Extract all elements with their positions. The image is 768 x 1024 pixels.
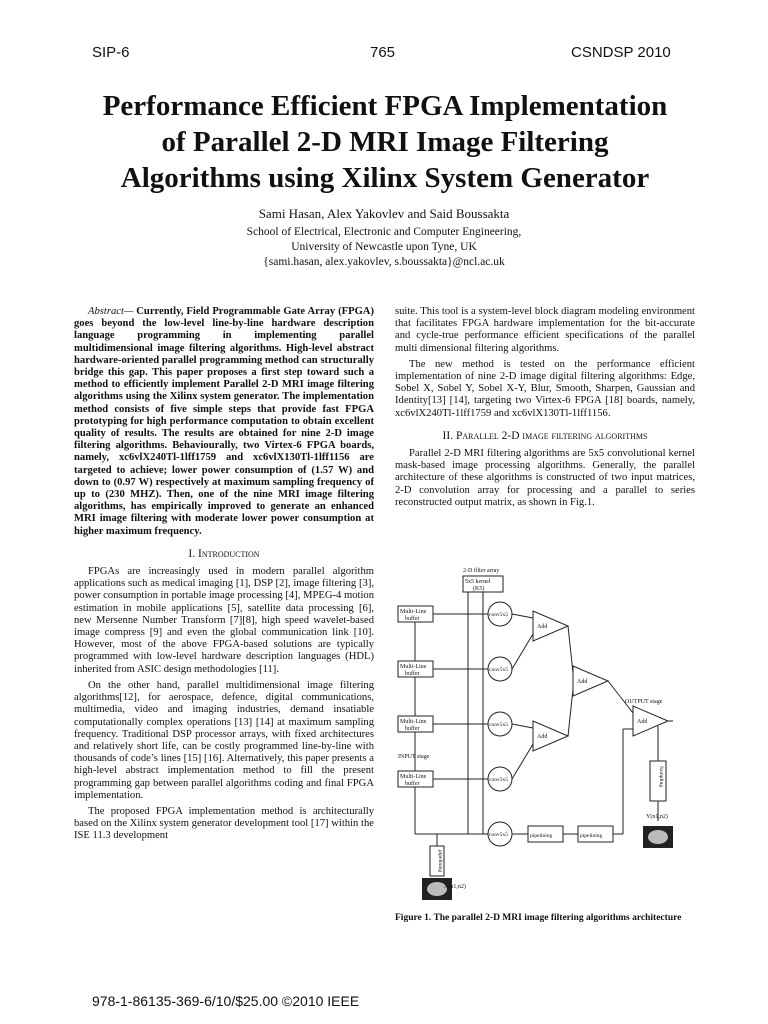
body-paragraph: The new method is tested on the performance efficient implementation of nine 2-D image digital filtering algorithms: Edge, Sobel X, Sobel Y, Sobel X-Y, Blur, Smooth, Sharpen, Gaussian and Identity[13] [14], targeting two Virtex-6 FPGA [18] boards, namely, xc6vlX240Tl-1lff1759 and xc6vlX130Tl-1lff1156. (395, 358, 695, 419)
wire (568, 689, 573, 736)
add-label: Add (537, 624, 548, 630)
intro-paragraph: On the other hand, parallel multidimensional image filtering algorithms[12], for aerospace, defence, digital communications, multimedia, video and imaging industries, demand insatiable computationally complex operations [13] [14] at maximum sampling frequency. Traditional DSP processor arrays, with fixed architectures and relatively short life, can be costly programmed line-by-line with thousands of code’s lines [15] [16]. Alternatively, this paper presents a high-level abstract implementation method to fill the present programming gap between parallel algorithms coding and final FPGA implementation. (74, 679, 374, 801)
conv-label: conv5x5 (489, 722, 508, 728)
header-left: SIP-6 (92, 44, 130, 61)
wire (608, 681, 633, 713)
input-pipelining-label: pipelining (437, 850, 443, 873)
buffer-sub-label: buffer (405, 671, 420, 677)
input-stage-label: INPUT stage (398, 754, 430, 760)
conv-label: conv5x5 (489, 612, 508, 618)
wire (568, 626, 573, 673)
authors: Sami Hasan, Alex Yakovlev and Said Boussakta (258, 206, 510, 221)
buffer-label: Multi-Line (400, 719, 427, 725)
title-line: of Parallel 2-D MRI Image Filtering (161, 126, 609, 158)
buffer-sub-label: buffer (405, 781, 420, 787)
buffer-sub-label: buffer (405, 616, 420, 622)
filter-array-label: 2-D filter array (463, 568, 500, 574)
add-label: Add (577, 679, 588, 685)
body-paragraph: suite. This tool is a system-level block diagram modeling environment that facilitates FPGA hardware implementation for the bit-accurate and cycle-true performance efficient specifications of the parallel multi dimensional filtering algorithms. (395, 306, 695, 354)
right-column (395, 306, 695, 513)
buffer-sub-label: buffer (405, 726, 420, 732)
left-column (74, 306, 374, 847)
affiliation-line: School of Electrical, Electronic and Computer Engineering, (246, 226, 522, 238)
abstract (74, 306, 374, 538)
abstract-label: Abstract— (88, 306, 134, 317)
paper-title (60, 88, 710, 196)
header-right: CSNDSP 2010 (571, 44, 671, 61)
intro-paragraph: FPGAs are increasingly used in modern parallel algorithm applications such as medical imaging [1], DSP [2], image filtering [3], power consumption in portable image processing [4], MPEG-4 motion estimation in mobile applications [5], satellite data processing [6], new Mersenne Number Transform [7][8], high speed wavelet-based image compress [9] and even the global communication link [10]. However, most of the above FPGA-based solutions are typically programmed with low-level hardware description languages (HDL) inherited from ASIC design methodologies [11]. (74, 566, 374, 675)
figure-caption: Figure 1. The parallel 2-D MRI image filtering algorithms architecture (395, 913, 682, 923)
architecture-figure (388, 566, 698, 906)
x-input-label: X(n1,n2) (444, 884, 466, 890)
section-heading-parallel-filtering: II. Parallel 2-D image filtering algorithms (442, 429, 648, 442)
wire (512, 724, 533, 728)
title-line: Performance Efficient FPGA Implementation (102, 90, 668, 122)
kernel-sub-label: (K5) (473, 586, 485, 592)
title-line: Algorithms using Xilinx System Generator (120, 162, 650, 194)
section-heading-introduction: I. Introduction (188, 547, 260, 560)
wire (512, 744, 533, 779)
output-stage-label: OUTPUT stage (625, 699, 663, 705)
affiliation-line: University of Newcastle upon Tyne, UK (291, 241, 477, 253)
email-line: {sami.hasan, alex.yakovlev, s.boussakta}@ncl.ac.uk (263, 256, 505, 268)
abstract-text: Currently, Field Programmable Gate Array (FPGA) goes beyond the low-level line-by-line hardware description language programming in implementing parallel multidimensional image filtering algorithms. High-level abstract hardware-oriented parallel programming method can structurally bridge this gap. This paper proposes a first step toward such a method to efficiently implement Parallel 2-D MRI image filtering algorithms using the Xilinx system generator. The implementation method consists of five simple steps that provide fast FPGA prototyping for high performance computation to obtain excellent quality of results. The results are obtained for nine 2-D image filtering algorithms. Behaviourally, two Virtex-6 FPGA boards, namely, xc6vlX240Tl-1lff1759 and xc6vlX130Tl-1lff1156 are targeted to achieve; lower power consumption of (1.57 W) and down to (0.97 W) respectively at maximum sampling frequency of up to (230 MHZ). Then, one of the nine MRI image filtering algorithms, has empirically improved to generate an enhanced MRI image filtering with moderate lower power consumption at higher maximum frequency. (74, 306, 374, 537)
buffer-label: Multi-Line (400, 609, 427, 615)
conv-label: conv5x5 (489, 667, 508, 673)
buffer-label: Multi-Line (400, 664, 427, 670)
output-image-brain (648, 830, 668, 844)
intro-paragraph: The proposed FPGA implementation method is architecturally based on the Xilinx system generator development tool [17] within the ISE 11.3 development (74, 805, 374, 842)
sampling-label: Sampling (658, 766, 664, 788)
add-label: Add (637, 719, 648, 725)
y-output-label: Y(n1,n2) (646, 814, 668, 820)
footer-copyright: 978-1-86135-369-6/10/$25.00 ©2010 IEEE (92, 993, 360, 1009)
page-number: 765 (370, 44, 396, 61)
kernel-label: 5x5 kernel (465, 579, 491, 585)
conv-label: conv5x5 (489, 777, 508, 783)
conv-label: conv5x5 (489, 832, 508, 838)
wire (512, 614, 533, 618)
buffer-label: Multi-Line (400, 774, 427, 780)
pipelining-label: pipelining (580, 833, 603, 839)
body-paragraph: Parallel 2-D MRI filtering algorithms are 5x5 convolutional kernel mask-based image processing algorithms. Generally, the parallel architecture of these algorithms is constructed of two input matrices, 2-D convolution array for processing and a parallel to series reconstructed output matrix, as shown in Fig.1. (395, 448, 695, 508)
wire (512, 634, 533, 669)
pipelining-label: pipelining (530, 833, 553, 839)
add-label: Add (537, 734, 548, 740)
